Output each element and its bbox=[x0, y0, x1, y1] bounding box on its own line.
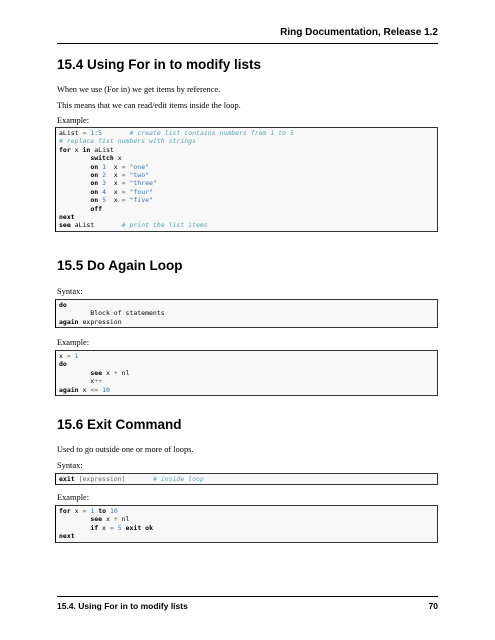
example-label: Example: bbox=[57, 116, 90, 125]
code-token bbox=[59, 171, 90, 179]
code-line bbox=[59, 129, 437, 137]
code-line bbox=[59, 352, 437, 360]
code-token: 4 bbox=[102, 187, 106, 196]
code-token: x bbox=[78, 385, 91, 394]
code-token: = bbox=[121, 170, 126, 179]
code-line bbox=[59, 163, 437, 171]
code-token: # inside loop bbox=[152, 475, 204, 483]
code-line bbox=[59, 196, 437, 204]
running-header: Ring Documentation, Release 1.2 bbox=[57, 27, 438, 44]
code-line bbox=[59, 318, 437, 326]
code-token: + bbox=[113, 368, 118, 377]
page-number: 70 bbox=[428, 601, 438, 611]
code-token: : bbox=[94, 129, 99, 137]
code-token bbox=[59, 163, 90, 171]
code-token bbox=[59, 196, 90, 204]
code-token: on bbox=[90, 187, 99, 196]
code-token bbox=[59, 188, 90, 196]
code-token: again bbox=[59, 385, 79, 394]
footer-section: 15.4. Using For in to modify lists bbox=[57, 601, 188, 611]
code-token: again bbox=[59, 317, 79, 326]
code-line bbox=[59, 171, 437, 179]
code-token: = bbox=[121, 187, 126, 196]
code-line bbox=[59, 515, 437, 523]
code-token: # create list contains numbers from 1 to 5 bbox=[129, 129, 294, 137]
code-line bbox=[59, 137, 437, 145]
code-token: next bbox=[59, 212, 75, 221]
code-token: x bbox=[59, 377, 95, 386]
code-line bbox=[59, 179, 437, 187]
section-title-for-in: 15.4 Using For in to modify lists bbox=[57, 57, 262, 72]
code-token: "four" bbox=[129, 187, 153, 196]
code-token: "one" bbox=[129, 162, 150, 171]
code-line bbox=[59, 188, 437, 196]
code-token: 5 bbox=[98, 129, 103, 137]
code-token: "two" bbox=[129, 170, 150, 179]
code-token: = bbox=[121, 179, 126, 188]
code-token: 10 bbox=[109, 507, 118, 515]
code-token: Block of statements bbox=[59, 309, 165, 318]
example-label: Example: bbox=[57, 338, 90, 347]
code-token: to bbox=[98, 507, 107, 515]
section-title-do-again: 15.5 Do Again Loop bbox=[57, 258, 183, 273]
code-token: x bbox=[70, 507, 83, 515]
code-line bbox=[59, 475, 437, 483]
code-token: "five" bbox=[129, 196, 153, 205]
code-line bbox=[59, 146, 437, 154]
code-token: do bbox=[59, 301, 67, 309]
code-token: for bbox=[59, 507, 71, 515]
code-token: "three" bbox=[129, 179, 157, 188]
code-token: 1 bbox=[102, 162, 106, 171]
code-token: see bbox=[90, 368, 103, 377]
code-token: # print the list items bbox=[121, 221, 208, 230]
footer bbox=[57, 596, 438, 611]
code-token bbox=[59, 179, 90, 187]
code-token bbox=[59, 515, 90, 523]
code-token: see bbox=[59, 221, 71, 230]
code-block-do-again-syntax bbox=[55, 299, 438, 328]
syntax-label: Syntax: bbox=[57, 287, 83, 296]
code-token: x bbox=[102, 515, 114, 524]
code-token bbox=[59, 154, 90, 162]
code-token: x bbox=[98, 523, 110, 532]
code-token: ++ bbox=[94, 377, 103, 386]
code-token: do bbox=[59, 360, 67, 369]
code-token: aList bbox=[70, 221, 122, 230]
code-token: 1 bbox=[90, 129, 95, 137]
code-token: aList bbox=[59, 129, 83, 137]
code-token: see bbox=[90, 515, 103, 524]
code-token: x bbox=[70, 145, 83, 154]
paragraph-exit-description: Used to go outside one or more of loops. bbox=[57, 445, 194, 454]
code-token: aList bbox=[90, 145, 114, 154]
paragraph-by-reference: When we use (For in) we get items by reference. bbox=[57, 85, 221, 94]
code-token: # replace list numbers with strings bbox=[59, 137, 196, 146]
code-line bbox=[59, 213, 437, 221]
code-token: x bbox=[105, 187, 122, 196]
code-token: <= bbox=[90, 385, 99, 394]
code-token: x bbox=[105, 196, 122, 205]
code-token: x bbox=[113, 154, 122, 163]
code-token: on bbox=[90, 196, 99, 205]
code-token: x bbox=[105, 170, 122, 179]
code-line bbox=[59, 507, 437, 515]
code-token bbox=[126, 475, 153, 483]
code-block-for-in bbox=[55, 127, 438, 232]
code-token: for bbox=[59, 145, 71, 154]
code-token: nl bbox=[117, 368, 130, 377]
code-token: x bbox=[59, 352, 67, 360]
code-token: switch bbox=[90, 154, 114, 163]
code-line bbox=[59, 377, 437, 385]
code-line bbox=[59, 386, 437, 394]
code-token: 1 bbox=[90, 507, 95, 515]
code-token: exit bbox=[59, 475, 75, 483]
code-line bbox=[59, 309, 437, 317]
code-token: exit bbox=[125, 523, 142, 532]
code-token: on bbox=[90, 162, 99, 171]
code-token: x bbox=[105, 162, 122, 171]
code-token: x bbox=[102, 368, 114, 377]
code-block-exit-syntax bbox=[55, 473, 438, 485]
code-line bbox=[59, 524, 437, 532]
code-token: 5 bbox=[117, 523, 122, 532]
code-token: 1 bbox=[74, 352, 79, 360]
code-token: on bbox=[90, 170, 99, 179]
code-token: + bbox=[113, 515, 118, 524]
code-block-do-again-example bbox=[55, 350, 438, 396]
code-token: 2 bbox=[102, 170, 106, 179]
code-token bbox=[59, 369, 90, 377]
code-token: = bbox=[82, 129, 87, 137]
code-token: x bbox=[105, 179, 122, 188]
code-token bbox=[59, 205, 90, 213]
code-line bbox=[59, 360, 437, 368]
code-token: next bbox=[59, 532, 75, 541]
code-token: 3 bbox=[102, 179, 106, 188]
example-label: Example: bbox=[57, 493, 90, 502]
paragraph-read-edit: This means that we can read/edit items inside the loop. bbox=[57, 101, 241, 110]
code-line bbox=[59, 221, 437, 229]
code-block-exit-example bbox=[55, 505, 438, 543]
code-token: = bbox=[121, 196, 126, 205]
code-token: if bbox=[90, 523, 99, 532]
code-token: in bbox=[82, 145, 91, 154]
code-line bbox=[59, 532, 437, 540]
code-token: = bbox=[66, 352, 71, 360]
code-token: = bbox=[109, 523, 114, 532]
code-line bbox=[59, 154, 437, 162]
code-token: 10 bbox=[102, 385, 110, 394]
code-token: = bbox=[82, 507, 87, 515]
code-token: = bbox=[121, 162, 126, 171]
code-token bbox=[59, 524, 90, 532]
code-line bbox=[59, 301, 437, 309]
code-token: expression bbox=[78, 317, 122, 326]
code-token: on bbox=[90, 179, 99, 188]
code-token bbox=[102, 129, 129, 137]
code-token: off bbox=[90, 204, 103, 213]
code-token: nl bbox=[117, 515, 130, 524]
syntax-label: Syntax: bbox=[57, 461, 83, 470]
code-line bbox=[59, 205, 437, 213]
code-line bbox=[59, 369, 437, 377]
section-title-exit: 15.6 Exit Command bbox=[57, 417, 182, 432]
code-token: 5 bbox=[102, 196, 106, 205]
code-token: ok bbox=[145, 523, 153, 532]
code-token: [expression] bbox=[78, 475, 126, 483]
